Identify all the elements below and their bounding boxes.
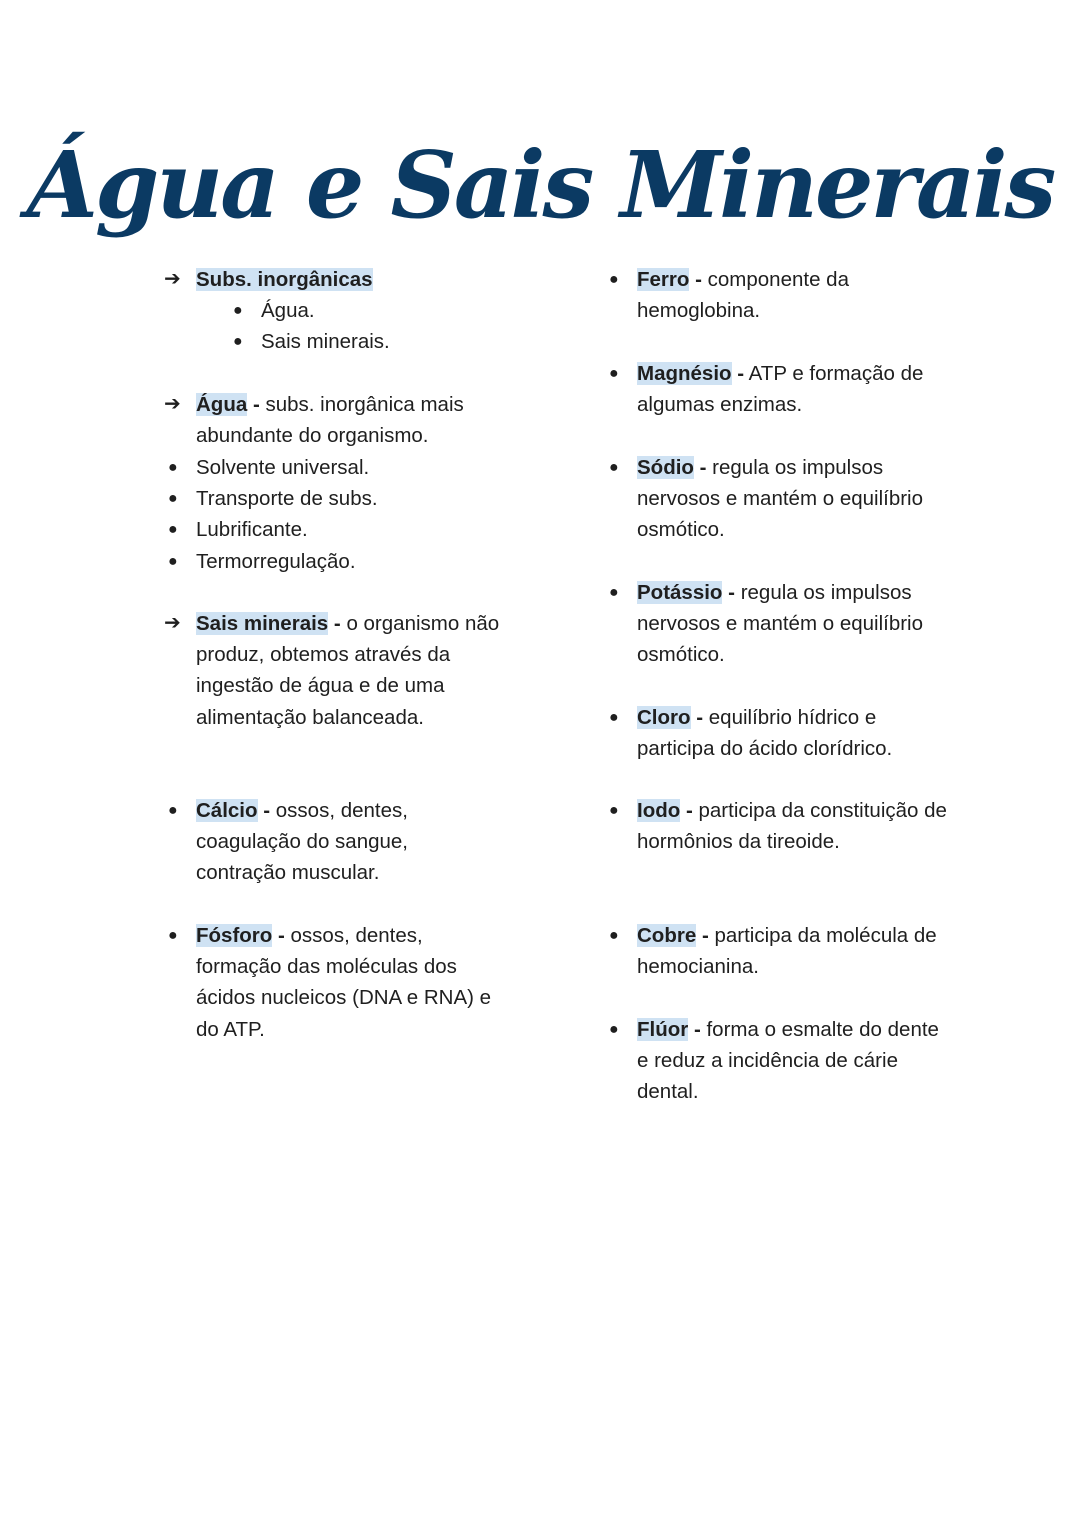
term: Subs. inorgânicas [196,268,373,291]
mineral-item [609,358,937,420]
description: forma o esmalte do dente e reduz a incidência de cárie dental. [637,1018,939,1104]
term: Sais minerais [196,612,329,635]
term: Flúor [637,1018,689,1041]
dash: - [263,799,271,822]
list-item [168,452,516,483]
dash: - [278,924,285,947]
list-item [233,295,581,326]
bullet-icon: ● [233,333,243,350]
description: equilíbrio hídrico e participa do ácido clorídrico. [637,706,893,761]
description: componente da hemoglobina. [637,268,849,323]
item-text: Lubrificante. [196,518,308,541]
bullet-icon: ● [168,521,178,538]
dash: - [737,362,745,385]
term: Cobre [637,924,697,947]
dash: - [252,393,260,416]
page-title: Água e Sais Minerais [26,131,1054,239]
description: ATP e formação de algumas enzimas. [637,362,924,417]
term: Potássio [637,581,723,604]
item-text: Solvente universal. [196,456,370,479]
mineral-item [609,577,947,671]
description: subs. inorgânica mais abundante do organismo. [196,393,464,448]
item-text: Água. [261,299,315,322]
mineral-item [609,452,927,546]
list-item [233,326,581,357]
item-text: Transporte de subs. [196,487,378,510]
term: Ferro [637,268,690,291]
term: Cloro [637,706,691,729]
term: Iodo [637,799,681,822]
bullet-icon: ● [609,584,619,601]
arrow-icon: ➔ [164,612,181,634]
description: ossos, dentes, formação das moléculas dos ácidos nucleicos (DNA e RNA) e do ATP. [196,924,492,1041]
bullet-icon: ● [609,802,619,819]
term: Fósforo [196,924,273,947]
arrow-icon: ➔ [164,268,181,290]
dash: - [685,799,693,822]
dash: - [699,456,707,479]
bullet-icon: ● [609,459,619,476]
dash: - [693,1018,701,1041]
dash: - [728,581,735,604]
description: participa da constituição de hormônios da tireoide. [637,799,947,854]
mineral-item [609,1014,947,1108]
term: Sódio [637,456,694,479]
dash: - [333,612,341,635]
description: regula os impulsos nervosos e mantém o equilíbrio osmótico. [637,456,924,542]
description: participa da molécula de hemocianina. [637,924,937,979]
term: Água [196,393,248,416]
mineral-phosphorus [168,920,506,1045]
bullet-icon: ● [609,1021,619,1038]
mineral-calcium [168,795,456,889]
section-water [164,389,506,451]
bullet-icon: ● [609,709,619,726]
arrow-icon: ➔ [164,393,181,415]
description: o organismo não produz, obtemos através da ingestão de água e de uma alimentação balanceada. [196,612,500,729]
mineral-item [609,264,887,326]
dash: - [696,706,704,729]
bullet-icon: ● [168,802,178,819]
section-salts [164,608,506,733]
term: Magnésio [637,362,732,385]
list-item [168,514,516,545]
mineral-item [609,795,947,857]
bullet-icon: ● [168,490,178,507]
mineral-item [609,702,937,764]
dash: - [701,924,709,947]
bullet-icon: ● [168,459,178,476]
description: regula os impulsos nervosos e mantém o equilíbrio osmótico. [637,581,924,667]
bullet-icon: ● [609,927,619,944]
bullet-icon: ● [168,553,178,570]
item-text: Sais minerais. [261,330,390,353]
term: Cálcio [196,799,258,822]
description: ossos, dentes, coagulação do sangue, contração muscular. [196,799,409,885]
bullet-icon: ● [233,302,243,319]
dash: - [695,268,702,291]
bullet-icon: ● [609,271,619,288]
bullet-icon: ● [609,365,619,382]
list-item [168,546,516,577]
section-inorganic [164,264,516,295]
mineral-item [609,920,957,982]
item-text: Termorregulação. [196,550,356,573]
list-item [168,483,516,514]
bullet-icon: ● [168,927,178,944]
